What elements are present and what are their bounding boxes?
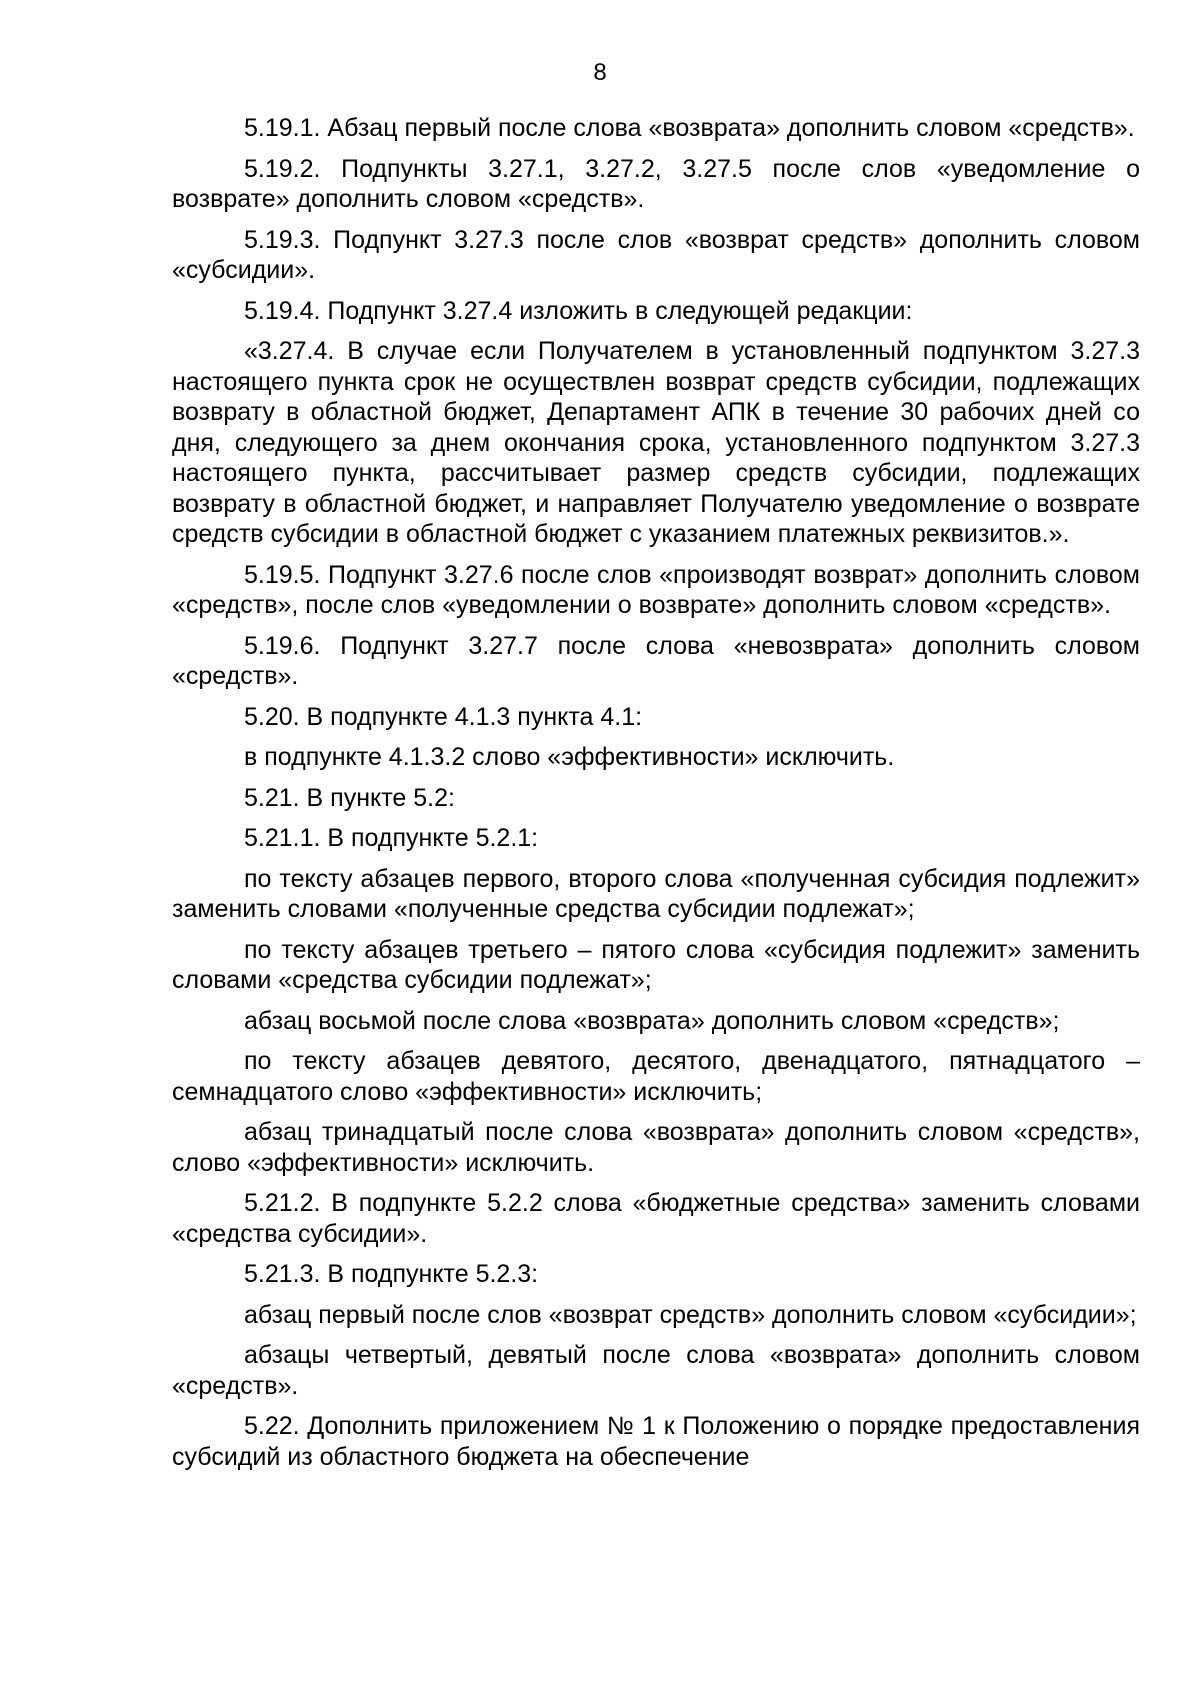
paragraph-abzac-1: абзац первый после слов «возврат средств» дополнить словом «субсидии»; bbox=[244, 1300, 1137, 1329]
paragraph-5-19-5: 5.19.5. Подпункт 3.27.6 после слов «производят возврат» дополнить словом «средств», после слов «уведомлении о возврате» дополнить словом «средств». bbox=[172, 560, 1140, 619]
paragraph-5-19-1: 5.19.1. Абзац первый после слова «возврата» дополнить словом «средств». bbox=[244, 114, 1135, 142]
page-number: 8 bbox=[593, 59, 607, 86]
paragraph-abzacy-9-17: по тексту абзацев девятого, десятого, двенадцатого, пятнадцатого – семнадцатого слово «эффективности» исключить; bbox=[172, 1047, 1140, 1106]
paragraph-5-21-3: 5.21.3. В подпункте 5.2.3: bbox=[244, 1260, 539, 1288]
paragraph-5-19-4: 5.19.4. Подпункт 3.27.4 изложить в следующей редакции: bbox=[244, 296, 913, 325]
paragraph-5-21-2: 5.21.2. В подпункте 5.2.2 слова «бюджетные средства» заменить словами «средства субсидии». bbox=[172, 1189, 1140, 1248]
paragraph-abzac-8: абзац восьмой после слова «возврата» дополнить словом «средств»; bbox=[244, 1006, 1060, 1035]
paragraph-5-20: 5.20. В подпункте 4.1.3 пункта 4.1: bbox=[244, 702, 643, 731]
paragraph-5-21: 5.21. В пункте 5.2: bbox=[244, 783, 455, 812]
paragraph-5-22: 5.22. Дополнить приложением № 1 к Положению о порядке предоставления субсидий из областного бюджета на обеспечение bbox=[172, 1412, 1140, 1471]
paragraph-abzac-13: абзац тринадцатый после слова «возврата» дополнить словом «средств», слово «эффективности» исключить. bbox=[172, 1118, 1140, 1177]
paragraph-5-19-6: 5.19.6. Подпункт 3.27.7 после слова «невозврата» дополнить словом «средств». bbox=[172, 631, 1140, 690]
document-body bbox=[172, 113, 1140, 1482]
paragraph-4-1-3-2: в подпункте 4.1.3.2 слово «эффективности» исключить. bbox=[244, 743, 895, 771]
paragraph-5-21-1: 5.21.1. В подпункте 5.2.1: bbox=[244, 824, 539, 852]
paragraph-abzacy-4-9: абзацы четвертый, девятый после слова «возврата» дополнить словом «средств». bbox=[172, 1341, 1140, 1400]
paragraph-5-19-2: 5.19.2. Подпункты 3.27.1, 3.27.2, 3.27.5 после слов «уведомление о возврате» дополнить словом «средств». bbox=[172, 154, 1140, 213]
paragraph-abzacy-3-5: по тексту абзацев третьего – пятого слова «субсидия подлежит» заменить словами «средства субсидии подлежат»; bbox=[172, 935, 1140, 994]
paragraph-abzacy-1-2: по тексту абзацев первого, второго слова «полученная субсидия подлежит» заменить словами «полученные средства субсидии подлежат»; bbox=[172, 864, 1140, 923]
paragraph-3-27-4-quote: «3.27.4. В случае если Получателем в установленный подпунктом 3.27.3 настоящего пункта срок не осуществлен возврат средств субсидии, подлежащих возврату в областной бюджет, Департамент АПК в течение 30 рабочих дней со дня, следующего за днем окончания срока, установленного подпунктом 3.27.3 настоящего пункта, рассчитывает размер средств субсидии, подлежащих возврату в областной бюджет, и направляет Получателю уведомление о возврате средств субсидии в областной бюджет с указанием платежных реквизитов.». bbox=[172, 337, 1140, 548]
paragraph-5-19-3: 5.19.3. Подпункт 3.27.3 после слов «возврат средств» дополнить словом «субсидии». bbox=[172, 225, 1140, 284]
